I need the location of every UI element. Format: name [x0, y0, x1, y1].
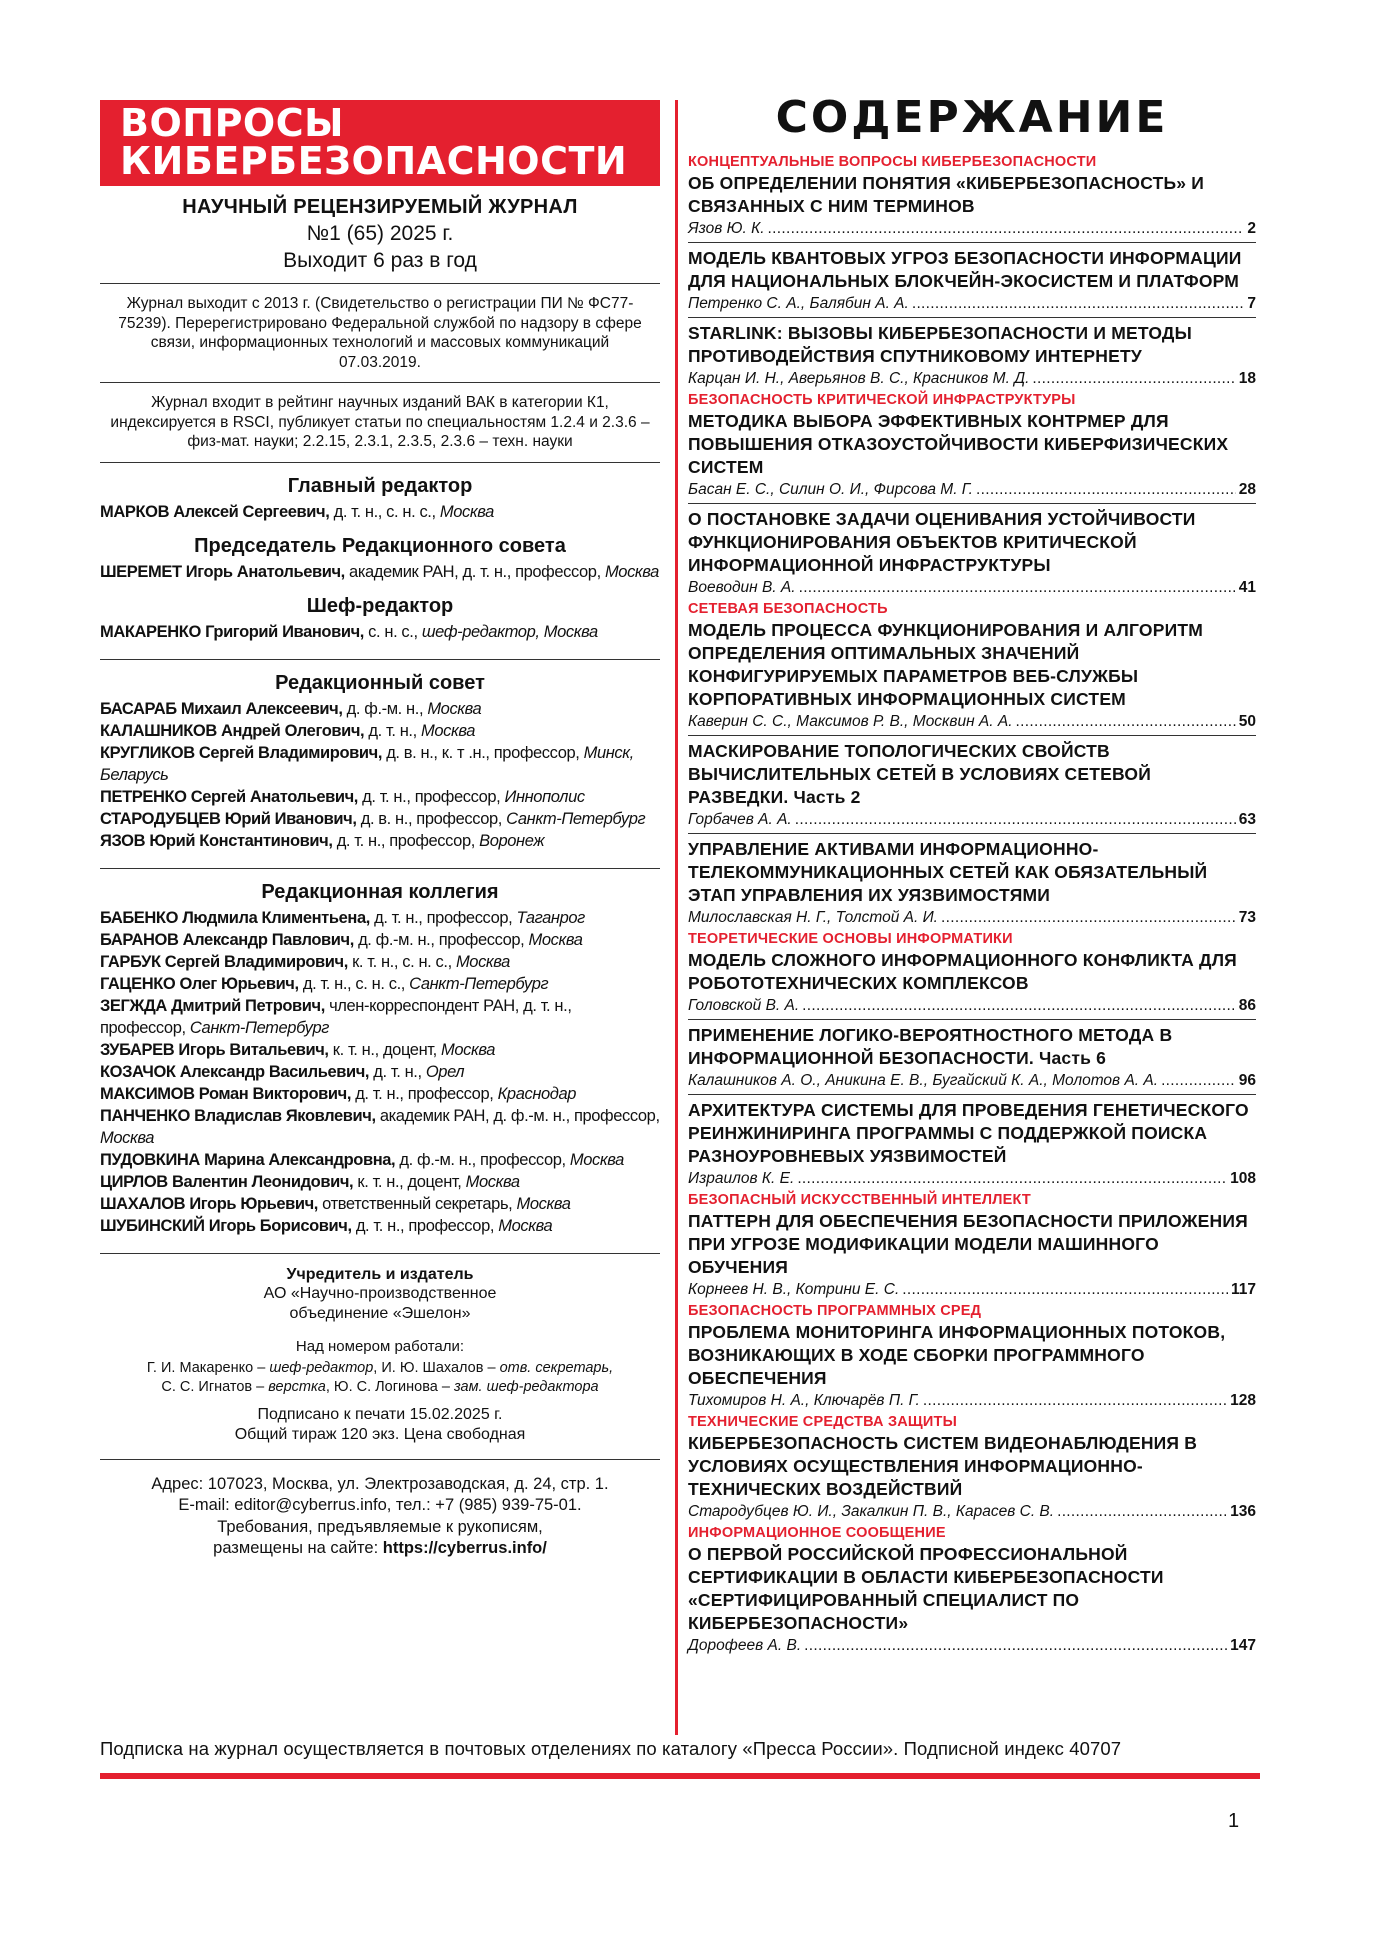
editorial-council-list [100, 698, 660, 852]
leader-dots [923, 1390, 1227, 1412]
toc-entry[interactable] [688, 1024, 1256, 1092]
article-title: ПРОБЛЕМА МОНИТОРИНГА ИНФОРМАЦИОННЫХ ПОТОКОВ, ВОЗНИКАЮЩИХ В ХОДЕ СБОРКИ ПРОГРАММНОГО ОБЕСПЕЧЕНИЯ [688, 1322, 1226, 1388]
toc-entry[interactable] [688, 740, 1256, 831]
toc-entry[interactable] [688, 1543, 1256, 1657]
article-authors: Головской В. А. [688, 997, 800, 1014]
requirements-note: Требования, предъявляемые к рукописям, [217, 1517, 543, 1536]
council-chair: ШЕРЕМЕТ Игорь Анатольевич, академик РАН, д. т. н., профессор, Москва [100, 562, 659, 581]
entry-divider [688, 317, 1256, 318]
entry-divider [688, 735, 1256, 736]
member-entry: ГАРБУК Сергей Владимирович, к. т. н., с. н. с., Москва [100, 952, 510, 971]
article-title: МЕТОДИКА ВЫБОРА ЭФФЕКТИВНЫХ КОНТРМЕР ДЛЯ ПОВЫШЕНИЯ ОТКАЗОУСТОЙЧИВОСТИ КИБЕРФИЗИЧЕСКИХ СИСТЕМ [688, 411, 1229, 477]
article-title: STARLINK: ВЫЗОВЫ КИБЕРБЕЗОПАСНОСТИ И МЕТОДЫ ПРОТИВОДЕЙСТВИЯ СПУТНИКОВОМУ ИНТЕРНЕТУ [688, 323, 1192, 366]
divider [100, 462, 660, 463]
divider [100, 659, 660, 660]
toc-entry[interactable] [688, 1210, 1256, 1301]
contacts: Адрес: 107023, Москва, ул. Электрозаводская, д. 24, стр. 1. E-mail: editor@cyberrus.info, тел.: +7 (985) 939-75-01. Требования, предъявляемые к рукописям, размещены на сайте: https://cyberrus.info/ [100, 1474, 660, 1560]
toc-category: ТЕОРЕТИЧЕСКИЕ ОСНОВЫ ИНФОРМАТИКИ [688, 931, 1013, 947]
toc-entry[interactable] [688, 838, 1256, 929]
entry-divider [688, 1019, 1256, 1020]
leader-dots [1032, 368, 1235, 390]
member-entry: ПЕТРЕНКО Сергей Анатольевич, д. т. н., профессор, Иннополис [100, 787, 585, 806]
toc-entry[interactable] [688, 508, 1256, 599]
article-authors: Милославская Н. Г., Толстой А. И. [688, 909, 938, 926]
article-authors: Язов Ю. К. [688, 220, 765, 237]
entry-divider [688, 833, 1256, 834]
divider [100, 868, 660, 869]
member-entry: БАБЕНКО Людмила Климентьена, д. т. н., профессор, Таганрог [100, 908, 585, 927]
issue-number: №1 (65) 2025 г. [306, 222, 454, 245]
managing-editor: МАКАРЕНКО Григорий Иванович, с. н. с., шеф-редактор, Москва [100, 622, 598, 641]
leader-dots [795, 809, 1236, 831]
article-title: О ПОСТАНОВКЕ ЗАДАЧИ ОЦЕНИВАНИЯ УСТОЙЧИВОСТИ ФУНКЦИОНИРОВАНИЯ ОБЪЕКТОВ КРИТИЧЕСКОЙ ИНФОРМАЦИОННОЙ ИНФРАСТРУКТУРЫ [688, 509, 1196, 575]
member-entry: ЦИРЛОВ Валентин Леонидович, к. т. н., доцент, Москва [100, 1172, 520, 1191]
article-title: ПАТТЕРН ДЛЯ ОБЕСПЕЧЕНИЯ БЕЗОПАСНОСТИ ПРИЛОЖЕНИЯ ПРИ УГРОЗЕ МОДИФИКАЦИИ МОДЕЛИ МАШИННОГО ОБУЧЕНИЯ [688, 1211, 1248, 1277]
leader-dots [912, 293, 1245, 315]
member-entry: ГАЦЕНКО Олег Юрьевич, д. т. н., с. н. с., Санкт-Петербург [100, 974, 549, 993]
editorial-board-label: Редакционная коллегия [261, 880, 499, 903]
leader-dots [797, 1168, 1227, 1190]
member-entry: КРУГЛИКОВ Сергей Владимирович, д. в. н., к. т .н., профессор, Минск, Беларусь [100, 743, 634, 784]
toc-entry[interactable] [688, 172, 1256, 240]
article-authors: Тихомиров Н. А., Ключарёв П. Г. [688, 1392, 920, 1409]
toc-category: БЕЗОПАСНЫЙ ИСКУССТВЕННЫЙ ИНТЕЛЛЕКТ [688, 1192, 1031, 1208]
council-chair-label: Председатель Редакционного совета [194, 534, 566, 557]
member-entry: ШУБИНСКИЙ Игорь Борисович, д. т. н., профессор, Москва [100, 1216, 553, 1235]
leader-dots [941, 907, 1236, 929]
editorial-council-label: Редакционный совет [275, 671, 485, 694]
leader-dots [1057, 1501, 1227, 1523]
article-title: МОДЕЛЬ КВАНТОВЫХ УГРОЗ БЕЗОПАСНОСТИ ИНФОРМАЦИИ ДЛЯ НАЦИОНАЛЬНЫХ БЛОКЧЕЙН-ЭКОСИСТЕМ И ПЛАТФОРМ [688, 248, 1242, 291]
journal-logo-banner [100, 100, 660, 186]
article-title: О ПЕРВОЙ РОССИЙСКОЙ ПРОФЕССИОНАЛЬНОЙ СЕРТИФИКАЦИИ В ОБЛАСТИ КИБЕРБЕЗОПАСНОСТИ «СЕРТИФИЦИРОВАННЫЙ СПЕЦИАЛИСТ ПО КИБЕРБЕЗОПАСНОСТИ» [688, 1544, 1164, 1633]
article-page: 86 [1238, 997, 1256, 1014]
leader-dots [976, 479, 1236, 501]
article-page: 117 [1230, 1281, 1256, 1298]
toc-entry[interactable] [688, 322, 1256, 390]
article-page: 41 [1238, 579, 1256, 596]
article-page: 50 [1238, 713, 1256, 730]
article-page: 18 [1238, 370, 1256, 387]
article-title: ОБ ОПРЕДЕЛЕНИИ ПОНЯТИЯ «КИБЕРБЕЗОПАСНОСТЬ» И СВЯЗАННЫХ С НИМ ТЕРМИНОВ [688, 173, 1205, 216]
toc-category: ИНФОРМАЦИОННОЕ СООБЩЕНИЕ [688, 1525, 946, 1541]
toc-entry[interactable] [688, 1321, 1256, 1412]
toc-category: БЕЗОПАСНОСТЬ ПРОГРАММНЫХ СРЕД [688, 1303, 982, 1319]
toc-title: СОДЕРЖАНИЕ [775, 92, 1169, 143]
vak-note: Журнал входит в рейтинг научных изданий ВАК в категории К1, индексируется в RSCI, публикует статьи по специальностям 1.2.4 и 2.3.6 – физ-мат. науки; 2.2.15, 2.3.1, 2.3.5, 2.3.6 – техн. науки [110, 394, 650, 450]
entry-divider [688, 1094, 1256, 1095]
article-authors: Воеводин В. А. [688, 579, 796, 596]
article-page: 147 [1230, 1637, 1256, 1654]
leader-dots [799, 577, 1236, 599]
table-of-contents [688, 92, 1256, 1657]
journal-subtitle: НАУЧНЫЙ РЕЦЕНЗИРУЕМЫЙ ЖУРНАЛ [182, 196, 578, 218]
leader-dots [902, 1279, 1228, 1301]
article-page: 7 [1247, 295, 1256, 312]
article-authors: Карцан И. Н., Аверьянов В. С., Красников М. Д. [688, 370, 1030, 387]
article-title: УПРАВЛЕНИЕ АКТИВАМИ ИНФОРМАЦИОННО-ТЕЛЕКОММУНИКАЦИОННЫХ СЕТЕЙ КАК ОБЯЗАТЕЛЬНЫЙ ЭТАП УПРАВЛЕНИЯ ИХ УЯЗВИМОСТЯМИ [688, 839, 1208, 905]
journal-title-line2: КИБЕРБЕЗОПАСНОСТИ [120, 139, 628, 183]
article-authors: Басан Е. С., Силин О. И., Фирсова М. Г. [688, 481, 973, 498]
publisher-name: АО «Научно-производственное объединение «Эшелон» [263, 1284, 497, 1322]
article-title: МАСКИРОВАНИЕ ТОПОЛОГИЧЕСКИХ СВОЙСТВ ВЫЧИСЛИТЕЛЬНЫХ СЕТЕЙ В УСЛОВИЯХ СЕТЕВОЙ РАЗВЕДКИ. Часть 2 [688, 741, 1152, 807]
toc-sections [688, 153, 1256, 1657]
member-entry: ПУДОВКИНА Марина Александровна, д. ф.-м. н., профессор, Москва [100, 1150, 624, 1169]
divider [100, 1459, 660, 1460]
masthead-column [100, 100, 660, 1560]
article-title: ПРИМЕНЕНИЕ ЛОГИКО-ВЕРОЯТНОСТНОГО МЕТОДА В ИНФОРМАЦИОННОЙ БЕЗОПАСНОСТИ. Часть 6 [688, 1025, 1173, 1068]
leader-dots [768, 218, 1245, 240]
article-page: 2 [1247, 220, 1256, 237]
member-entry: ЯЗОВ Юрий Константинович, д. т. н., профессор, Воронеж [100, 831, 545, 850]
article-title: МОДЕЛЬ СЛОЖНОГО ИНФОРМАЦИОННОГО КОНФЛИКТА ДЛЯ РОБОТОТЕХНИЧЕСКИХ КОМПЛЕКСОВ [688, 950, 1237, 993]
member-entry: СТАРОДУБЦЕВ Юрий Иванович, д. в. н., профессор, Санкт-Петербург [100, 809, 646, 828]
publisher-label: Учредитель и издатель [286, 1265, 474, 1283]
toc-entry[interactable] [688, 247, 1256, 315]
chief-editor-label: Главный редактор [287, 474, 473, 497]
article-page: 73 [1238, 909, 1256, 926]
article-page: 28 [1238, 481, 1256, 498]
article-page: 136 [1230, 1503, 1256, 1520]
toc-entry[interactable] [688, 619, 1256, 733]
article-title: КИБЕРБЕЗОПАСНОСТЬ СИСТЕМ ВИДЕОНАБЛЮДЕНИЯ В УСЛОВИЯХ ОСУЩЕСТВЛЕНИЯ ИНФОРМАЦИОННО-ТЕХНИЧЕСКИХ ВОЗДЕЙСТВИЙ [688, 1433, 1198, 1499]
journal-title-line1: ВОПРОСЫ [120, 101, 344, 145]
subscription-note: Подписка на журнал осуществляется в почтовых отделениях по каталогу «Пресса России». Подписной индекс 40707 [100, 1738, 1122, 1759]
article-authors: Дорофеев А. В. [688, 1637, 802, 1654]
article-page: 63 [1238, 811, 1256, 828]
leader-dots [802, 995, 1236, 1017]
divider [100, 1253, 660, 1254]
leader-dots [804, 1635, 1227, 1657]
staff-list: Г. И. Макаренко – шеф-редактор, И. Ю. Шахалов – отв. секретарь, С. С. Игнатов – верстка, Ю. С. Логинова – зам. шеф-редактора [146, 1359, 614, 1395]
toc-entry[interactable] [688, 1099, 1256, 1190]
toc-entry[interactable] [688, 410, 1256, 501]
member-entry: КОЗАЧОК Александр Васильевич, д. т. н., Орел [100, 1062, 465, 1081]
editorial-board-list [100, 907, 660, 1237]
footer-red-bar [100, 1773, 1260, 1779]
article-page: 128 [1230, 1392, 1256, 1409]
member-entry: ШАХАЛОВ Игорь Юрьевич, ответственный секретарь, Москва [100, 1194, 571, 1213]
email-phone[interactable]: E-mail: editor@cyberrus.info, тел.: +7 (985) 939-75-01. [178, 1496, 582, 1514]
article-title: МОДЕЛЬ ПРОЦЕССА ФУНКЦИОНИРОВАНИЯ И АЛГОРИТМ ОПРЕДЕЛЕНИЯ ОПТИМАЛЬНЫХ ЗНАЧЕНИЙ КОНФИГУРИРУЕМЫХ ПАРАМЕТРОВ ВЕБ-СЛУЖБЫ КОРПОРАТИВНЫХ ИНФОРМАЦИОННЫХ СИСТЕМ [688, 620, 1204, 709]
article-page: 108 [1230, 1170, 1256, 1187]
toc-entry[interactable] [688, 949, 1256, 1017]
entry-divider [688, 503, 1256, 504]
website-link[interactable]: https://cyberrus.info/ [382, 1539, 547, 1557]
article-authors: Стародубцев Ю. И., Закалкин П. В., Карасев С. В. [688, 1503, 1055, 1520]
article-authors: Каверин С. С., Максимов Р. В., Москвин А. А. [688, 713, 1013, 730]
column-divider [675, 100, 678, 1735]
toc-entry[interactable] [688, 1432, 1256, 1523]
member-entry: ПАНЧЕНКО Владислав Яковлевич, академик РАН, д. ф.-м. н., профессор, Москва [100, 1106, 660, 1147]
toc-category: СЕТЕВАЯ БЕЗОПАСНОСТЬ [688, 601, 888, 617]
leader-dots [1016, 711, 1236, 733]
toc-category: КОНЦЕПТУАЛЬНЫЕ ВОПРОСЫ КИБЕРБЕЗОПАСНОСТИ [688, 154, 1097, 170]
chief-editor: МАРКОВ Алексей Сергеевич, д. т. н., с. н. с., Москва [100, 502, 494, 521]
staff-label: Над номером работали: [295, 1337, 465, 1355]
member-entry: ЗЕГЖДА Дмитрий Петрович, член-корреспондент РАН, д. т. н., профессор, Санкт-Петербург [100, 996, 572, 1037]
article-authors: Израилов К. Е. [688, 1170, 795, 1187]
managing-editor-label: Шеф-редактор [306, 594, 454, 617]
article-authors: Калашников А. О., Аникина Е. В., Бугайский К. А., Молотов А. А. [688, 1072, 1159, 1089]
print-info: Подписано к печати 15.02.2025 г. Общий тираж 120 экз. Цена свободная [234, 1405, 526, 1443]
article-page: 96 [1238, 1072, 1256, 1089]
publication-frequency: Выходит 6 раз в год [283, 249, 477, 272]
article-authors: Корнеев Н. В., Котрини Е. С. [688, 1281, 900, 1298]
member-entry: БАСАРАБ Михаил Алексеевич, д. ф.-м. н., Москва [100, 699, 482, 718]
member-entry: КАЛАШНИКОВ Андрей Олегович, д. т. н., Москва [100, 721, 475, 740]
article-authors: Петренко С. А., Балябин А. А. [688, 295, 909, 312]
member-entry: БАРАНОВ Александр Павлович, д. ф.-м. н., профессор, Москва [100, 930, 583, 949]
article-authors: Горбачев А. А. [688, 811, 792, 828]
leader-dots [1161, 1070, 1236, 1092]
entry-divider [688, 242, 1256, 243]
member-entry: МАКСИМОВ Роман Викторович, д. т. н., профессор, Краснодар [100, 1084, 577, 1103]
page-number: 1 [1228, 1810, 1240, 1832]
registration-note: Журнал выходит с 2013 г. (Свидетельство о регистрации ПИ № ФС77-75239). Перерегистрировано Федеральной службой по надзору в сфере связи, информационных технологий и массовых коммуникаций 07.03.2019. [118, 295, 642, 371]
toc-category: БЕЗОПАСНОСТЬ КРИТИЧЕСКОЙ ИНФРАСТРУКТУРЫ [688, 392, 1076, 408]
member-entry: ЗУБАРЕВ Игорь Витальевич, к. т. н., доцент, Москва [100, 1040, 496, 1059]
address: Адрес: 107023, Москва, ул. Электрозаводская, д. 24, стр. 1. [151, 1474, 609, 1493]
article-title: АРХИТЕКТУРА СИСТЕМЫ ДЛЯ ПРОВЕДЕНИЯ ГЕНЕТИЧЕСКОГО РЕИНЖИНИРИНГА ПРОГРАММЫ С ПОДДЕРЖКОЙ ПОИСКА РАЗНОУРОВНЕВЫХ УЯЗВИМОСТЕЙ [688, 1100, 1249, 1166]
toc-category: ТЕХНИЧЕСКИЕ СРЕДСТВА ЗАЩИТЫ [688, 1414, 957, 1430]
